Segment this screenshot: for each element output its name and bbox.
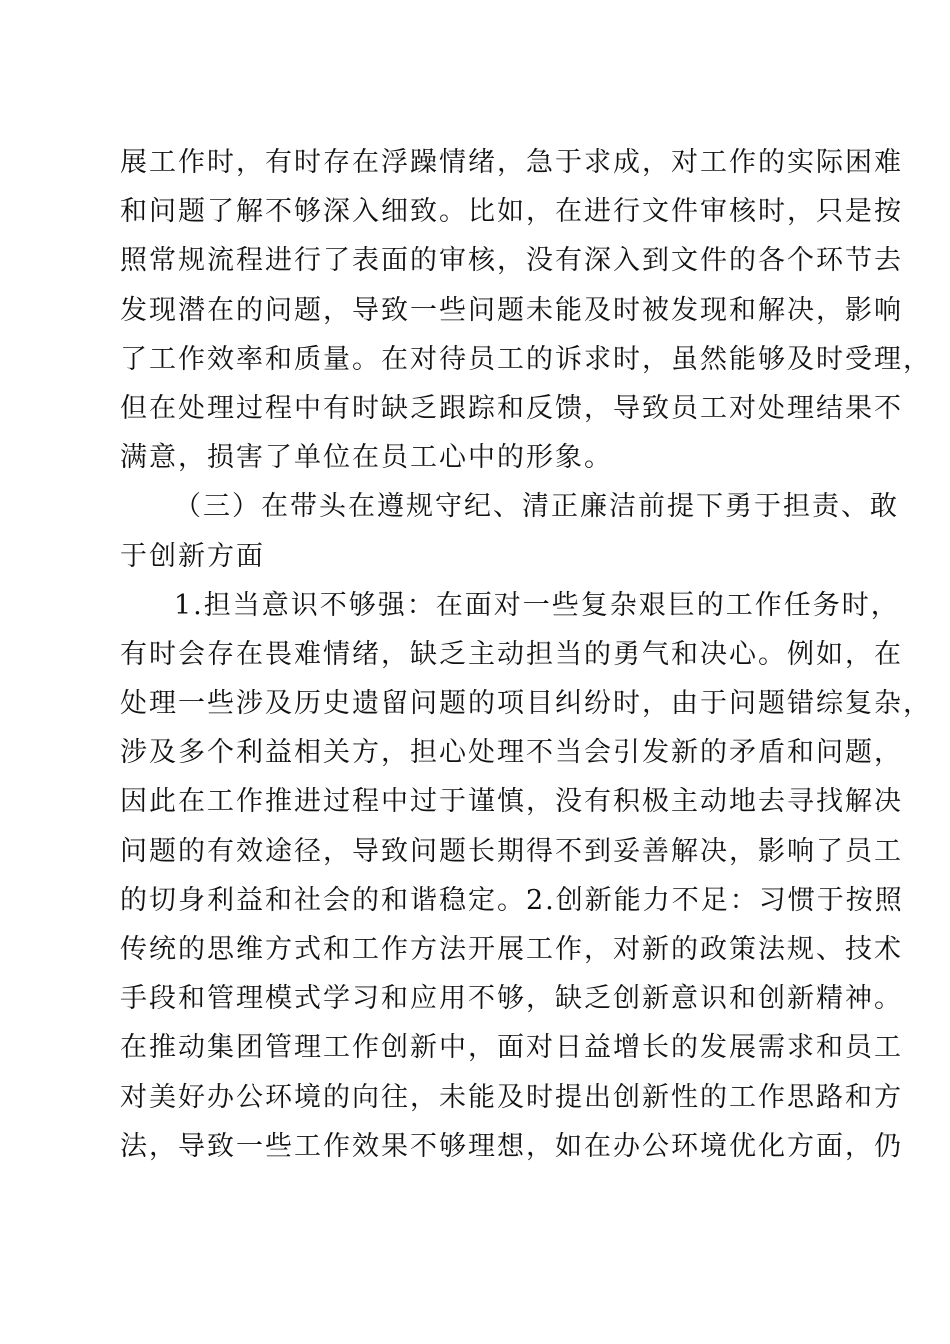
text-line: 的切身利益和社会的和谐稳定。2.创新能力不足：习惯于按照 bbox=[120, 884, 904, 916]
text-line: 发现潜在的问题，导致一些问题未能及时被发现和解决，影响 bbox=[120, 294, 903, 326]
text-line: 有时会存在畏难情绪，缺乏主动担当的勇气和决心。例如，在 bbox=[120, 638, 903, 670]
text-line: 展工作时，有时存在浮躁情绪，急于求成，对工作的实际困难 bbox=[120, 147, 903, 178]
text-line: 但在处理过程中有时缺乏跟踪和反馈，导致员工对处理结果不 bbox=[120, 392, 903, 424]
text-line: 法，导致一些工作效果不够理想，如在办公环境优化方面，仍 bbox=[120, 1130, 903, 1162]
text-line: （三）在带头在遵规守纪、清正廉洁前提下勇于担责、敢 bbox=[174, 491, 899, 523]
text-line: 因此在工作推进过程中过于谨慎，没有积极主动地去寻找解决 bbox=[120, 786, 903, 818]
text-line: 了工作效率和质量。在对待员工的诉求时，虽然能够及时受理， bbox=[120, 343, 932, 375]
text-line: 问题的有效途径，导致问题长期得不到妥善解决，影响了员工 bbox=[120, 835, 903, 867]
text-line: 满意，损害了单位在员工心中的形象。 bbox=[120, 442, 613, 474]
text-line: 手段和管理模式学习和应用不够，缺乏创新意识和创新精神。 bbox=[120, 983, 903, 1015]
text-line: 和问题了解不够深入细致。比如，在进行文件审核时，只是按 bbox=[120, 196, 903, 228]
text-line: 传统的思维方式和工作方法开展工作，对新的政策法规、技术 bbox=[120, 934, 903, 965]
text-line: 于创新方面 bbox=[120, 540, 265, 572]
text-line: 1.担当意识不够强：在面对一些复杂艰巨的工作任务时， bbox=[174, 589, 900, 621]
text-line: 涉及多个利益相关方，担心处理不当会引发新的矛盾和问题， bbox=[120, 737, 903, 769]
document-body bbox=[120, 138, 932, 1171]
text-line: 在推动集团管理工作创新中，面对日益增长的发展需求和员工 bbox=[120, 1032, 903, 1064]
text-line: 对美好办公环境的向往，未能及时提出创新性的工作思路和方 bbox=[120, 1081, 903, 1113]
text-line: 处理一些涉及历史遗留问题的项目纠纷时，由于问题错综复杂， bbox=[120, 688, 932, 720]
text-line: 照常规流程进行了表面的审核，没有深入到文件的各个环节去 bbox=[120, 245, 903, 277]
